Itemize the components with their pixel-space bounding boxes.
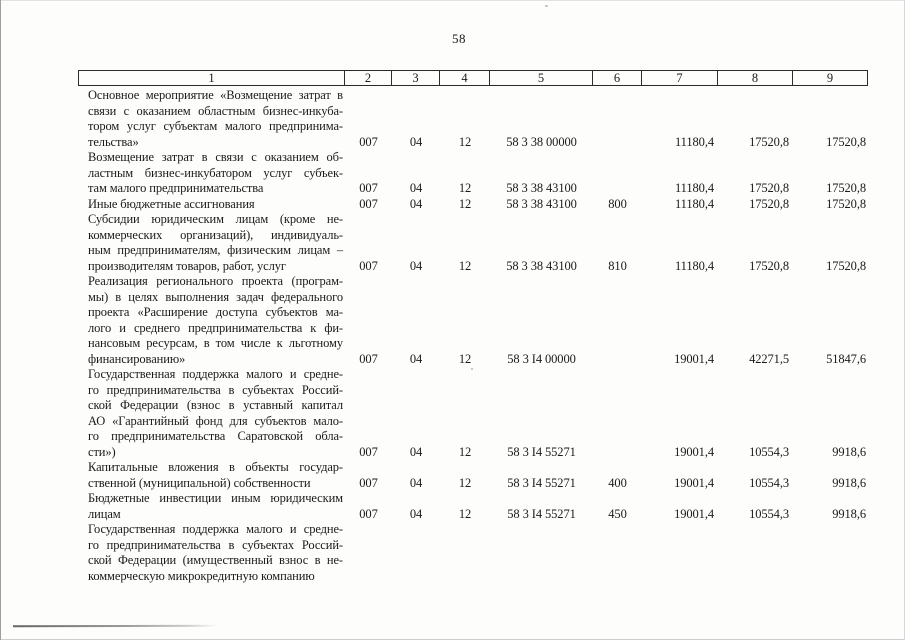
row-3-col-9-value: 17520,8 [826,196,866,211]
row-text-line: Государственная поддержка малого и средне- [88,367,343,381]
row-8-col-4-value: 12 [458,506,472,521]
row-2-col-3-value: 04 [409,181,423,195]
row-5-col-4-value: 12 [458,351,472,366]
row-text-line: Возмещение затрат в связи с оказанием об- [88,150,343,164]
row-text-line: Бюджетные инвестиции иным юридическим [88,491,343,505]
column-header-5: 5 [490,70,593,86]
column-header-4: 4 [440,70,490,86]
row-8-text-cell [78,491,345,522]
row-7-col-9-value: 9918,6 [832,475,866,490]
row-7-col-6-value: 400 [608,475,627,490]
row-1-col-9-value: 17520,8 [826,134,866,149]
column-header-7: 7 [642,70,718,86]
row-text-line: мы) в целях выполнения задач федерального [88,289,343,304]
row-text-line: финансированию» [88,351,186,366]
row-8-col-3-value: 04 [409,506,423,521]
row-1-col-8-value: 17520,8 [749,134,789,149]
row-text-line: Капитальные вложения в объекты государ- [88,460,343,474]
row-8-col-9-value: 9918,6 [832,506,866,521]
row-1-text-cell [78,88,345,150]
scan-artifact-speck [545,5,548,7]
row-3-col-6-value: 800 [608,196,627,211]
row-4-col-4-value: 12 [458,258,472,273]
row-6-col-5-value: 58 3 I4 55271 [507,444,576,459]
row-6-col-9-value: 9918,6 [832,444,866,459]
row-text-line: Основное мероприятие «Возмещение затрат в [88,88,343,102]
row-4-col-8-value: 17520,8 [749,258,789,273]
row-6-col-3-value: 04 [409,444,423,459]
row-1-col-7-value: 11180,4 [675,134,714,149]
row-8-col-2-value: 007 [359,506,378,521]
row-text-line: лицам [88,506,121,521]
row-text-line: Иные бюджетные ассигнования [88,196,255,211]
row-8-col-5-value: 58 3 I4 55271 [507,506,576,521]
row-1-col-4-value: 12 [458,134,472,149]
table-body [78,88,868,584]
row-4-col-9-value: 17520,8 [826,258,866,273]
column-header-9: 9 [793,70,868,86]
row-1-col-5-value: 58 3 38 00000 [506,134,577,149]
row-text-line: там малого предпринимательства [88,181,264,195]
row-text-line: ственной (муниципальной) собственности [88,475,311,490]
row-7-text-cell [78,460,345,491]
row-text-line: ластным бизнес-инкубатором услуг субъек- [88,165,343,180]
row-6-text-cell [78,367,345,460]
row-text-line: проекта «Расширение доступа субъектов ма- [88,305,343,319]
row-3-col-7-value: 11180,4 [675,196,714,211]
row-5-col-3-value: 04 [409,351,423,366]
row-2-col-4-value: 12 [458,181,472,195]
row-6-col-4-value: 12 [458,444,472,459]
column-header-6: 6 [593,70,642,86]
row-2-text-cell [78,150,345,197]
row-2-col-7-value: 11180,4 [675,181,714,195]
scan-artifact-speck [471,368,473,370]
row-5-text-cell [78,274,345,367]
row-7-col-3-value: 04 [409,475,423,490]
column-header-8: 8 [718,70,793,86]
row-4-col-7-value: 11180,4 [675,258,714,273]
row-2-col-2-value: 007 [359,181,378,195]
row-4-col-2-value: 007 [359,258,378,273]
row-text-line: тельства» [88,134,139,149]
row-9-text-cell [78,522,345,584]
table-header-row [78,70,868,86]
row-text-line: коммерческих организаций), индивидуаль- [88,227,343,242]
row-text-line: ным предпринимателям, физическим лицам – [88,243,343,257]
row-6-col-7-value: 19001,4 [674,444,714,459]
row-text-line: го предпринимательства Саратовской обла- [88,429,343,443]
scan-artifact-line [13,625,218,627]
row-5-col-9-value: 51847,6 [826,351,866,366]
row-6-col-2-value: 007 [359,444,378,459]
row-5-col-5-value: 58 3 I4 00000 [507,351,576,366]
row-5-col-8-value: 42271,5 [749,351,789,366]
row-7-col-2-value: 007 [359,475,378,490]
row-4-col-5-value: 58 3 38 43100 [506,258,577,273]
row-2-col-8-value: 17520,8 [749,181,789,195]
row-8-col-6-value: 450 [608,506,627,521]
row-6-col-8-value: 10554,3 [749,444,789,459]
row-7-col-7-value: 19001,4 [674,475,714,490]
page-number: 58 [452,31,466,46]
row-3-col-2-value: 007 [359,196,378,211]
row-text-line: го предпринимательства в субъектах Россий- [88,382,343,397]
row-text-line: ской Федерации (взнос в уставный капитал [88,398,343,412]
column-header-1: 1 [78,70,345,86]
row-text-line: Государственная поддержка малого и средне- [88,522,343,536]
column-header-2: 2 [345,70,392,86]
row-4-col-3-value: 04 [409,258,423,273]
row-1-col-3-value: 04 [409,134,423,149]
row-8-col-7-value: 19001,4 [674,506,714,521]
row-7-col-8-value: 10554,3 [749,475,789,490]
row-4-col-6-value: 810 [608,258,627,273]
column-header-3: 3 [392,70,440,86]
row-8-col-8-value: 10554,3 [749,506,789,521]
row-5-col-2-value: 007 [359,351,378,366]
row-text-line: тором услуг субъектам малого предпринима- [88,119,343,133]
row-text-line: коммерческую микрокредитную компанию [88,568,315,583]
row-2-col-5-value: 58 3 38 43100 [506,181,577,195]
row-text-line: ской Федерации (имущественный взнос в не- [88,553,343,567]
row-7-col-4-value: 12 [458,475,472,490]
row-text-line: связи с оказанием областным бизнес-инкуба- [88,103,343,118]
row-7-col-5-value: 58 3 I4 55271 [507,475,576,490]
row-text-line: АО «Гарантийный фонд для субъектов мало- [88,413,343,428]
row-text-line: нансовым ресурсам, в том числе к льготному [88,336,343,350]
row-text-line: лого и среднего предпринимательства к фи- [88,320,343,335]
row-2-col-9-value: 17520,8 [826,181,866,195]
row-3-col-5-value: 58 3 38 43100 [506,196,577,211]
budget-table [78,70,868,584]
row-text-line: Реализация регионального проекта (програм- [88,274,343,288]
row-5-col-7-value: 19001,4 [674,351,714,366]
row-text-line: производителям товаров, работ, услуг [88,258,286,273]
row-text-line: го предпринимательства в субъектах Россий- [88,537,343,552]
row-text-line: Субсидии юридическим лицам (кроме не- [88,212,343,226]
row-3-col-8-value: 17520,8 [749,196,789,211]
row-4-text-cell [78,212,345,274]
row-3-col-3-value: 04 [409,196,423,211]
row-text-line: сти») [88,444,116,459]
row-3-text-cell [78,197,345,213]
row-1-col-2-value: 007 [359,134,378,149]
row-3-col-4-value: 12 [458,196,472,211]
